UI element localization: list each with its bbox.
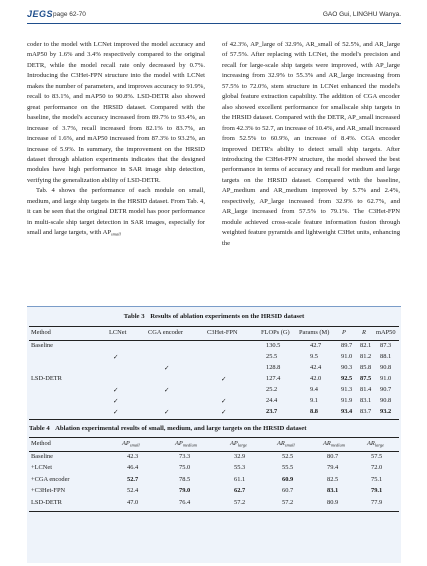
table3-value-cell: 92.5 — [341, 375, 353, 382]
table3-col-r: R — [362, 329, 366, 336]
table3-value-cell: 127.4 — [266, 375, 281, 382]
table3-value-cell: 90.8 — [380, 397, 392, 404]
table4-top-rule — [29, 437, 399, 438]
table4-value-cell: 61.1 — [234, 475, 246, 483]
table3-caption — [27, 313, 401, 320]
table3-value-cell: 42.7 — [310, 342, 322, 349]
check-icon: ✓ — [113, 397, 119, 405]
left-paragraph-1: coder to the model with LCNet improved the model accuracy and mAP50 by 1.6% and 3.4% respectively compared to the original DETR, while the model recall rate only decreased by 0.7%. Introducing the C3Het-FPN structure into the model with LCNet makes the number of parameters, and improves accuracy to 91.9%, recall to 83.1%, and mAP50 to 90.8%. LSD-DETR also showed great performance on the HRSID dataset. Compared with the baseline, the model's accuracy increased from 89.7% to 93.4%, an increase of 3.7%, recall increased from 82.1% to 83.7%, an increase of 1.6%, and mAP50 increased from 87.3% to 93.2%, an increase of 5.9%. In summary, the improvement on the HRSID dataset through ablation experiments indicates that the designed modules have high performance in SAR image ship detection, verifying the generalization ability of LSD-DETR. — [27, 41, 205, 184]
table3-col-cga: CGA encoder — [148, 329, 183, 336]
table3-value-cell: 93.2 — [380, 408, 392, 415]
table4-value-cell: 75.1 — [371, 475, 383, 483]
table3-bottom-rule — [29, 419, 399, 420]
table4-header-row — [27, 440, 401, 451]
table3-row — [27, 397, 401, 408]
table3-value-cell: 128.8 — [266, 364, 281, 371]
table4-row — [27, 464, 401, 475]
check-icon: ✓ — [221, 397, 227, 405]
left-paragraph-2-text: Tab. 4 shows the performance of each module on small, medium, and large ship targets in the HRSID dataset. From Tab. 4, it can be seen that the original DETR model has poor performance in multi-scale ship target detection in SAR images, especially for small and large targets, with AP — [27, 187, 205, 237]
table4-value-cell: 60.9 — [282, 475, 294, 483]
table3-method-cell: LSD-DETR — [31, 375, 62, 382]
table4-value-cell: 76.4 — [179, 498, 191, 506]
table3-value-cell: 25.5 — [266, 353, 278, 360]
table4-value-cell: 83.1 — [327, 487, 339, 495]
table4-method-cell: +C3Het-FPN — [31, 487, 66, 495]
table4-value-cell: 80.9 — [327, 498, 339, 506]
running-authors: GAO Gui, LINGHU Wanya. — [322, 10, 401, 18]
table3-value-cell: 87.3 — [380, 342, 392, 349]
table4-value-cell: 60.7 — [282, 487, 294, 495]
table4-method-cell: LSD-DETR — [31, 498, 62, 506]
table4-value-cell: 46.4 — [127, 464, 139, 472]
check-icon: ✓ — [164, 408, 170, 416]
right-column — [222, 40, 400, 249]
table4-col-ap-medium: $AP_{medium}$ — [175, 440, 198, 448]
table3-col-flops: FLOPs (G) — [261, 329, 290, 336]
table3-value-cell: 90.7 — [380, 386, 392, 393]
table4-value-cell: 72.0 — [371, 464, 383, 472]
table3-value-cell: 88.1 — [380, 353, 392, 360]
table3-col-lcnet: LCNet — [109, 329, 127, 336]
table3-value-cell: 9.4 — [310, 386, 318, 393]
table3-value-cell: 82.1 — [360, 342, 372, 349]
table4-row — [27, 476, 401, 487]
table3-value-cell: 25.2 — [266, 386, 278, 393]
journal-logo: JEGS — [27, 9, 54, 19]
table3-header-rule — [29, 340, 399, 341]
table4-value-cell: 52.4 — [127, 487, 139, 495]
table4-value-cell: 73.3 — [179, 453, 191, 460]
table4-label: Table 4 — [29, 425, 50, 432]
table3-value-cell: 42.4 — [310, 364, 322, 371]
table4-value-cell: 55.3 — [234, 464, 246, 472]
table4-value-cell: 57.2 — [282, 498, 294, 506]
tables-panel — [27, 306, 401, 563]
table4-value-cell: 78.5 — [179, 475, 191, 483]
table4-value-cell: 77.9 — [371, 498, 383, 506]
right-paragraph-1: of 42.3%, AP_large of 32.9%, AR_small of 52.5%, and AR_large of 57.5%. After replacing with LCNet, the model's precision and recall for large-scale ship targets were improved, with AP_large increasing from 32.9% to 55.3% and AR_large increasing from 57.5% to 72.0%, stem structure in LCNet enhanced the model's global feature extraction capability. The addition of CGA encoder also showed excellent performance for smallscale ship targets in the HRSID dataset. Compared with the DETR, AP_small increased from 42.3% to 52.7, an increase of 10.4%, and AR_small increased from 52.5% to 60.9%, an increase of 8.4%. CGA encoder improved DETR's ability to detect small ship targets. After introducing the C3Het-FPN structure, the model showed the best performance in terms of accuracy and recall for medium and large targets on the HRSID dataset. Compared with the baseline, AP_medium and AR_medium improved by 5.7% and 2.4%, respectively, AP_large increased from 32.9% to 62.7%, and AR_large increased from 57.5% to 79.1%. The C3Het-FPN module achieved cross-scale feature information fusion through weighted feature pyramids and lightweight C3Het units, enhancing the — [222, 41, 400, 247]
table4-col-ar-small: $AR_{small}$ — [277, 440, 295, 448]
table3-value-cell: 8.8 — [310, 408, 318, 415]
table4-title: Ablation experimental results of small, medium, and large targets on the HRSID dataset — [55, 425, 307, 432]
table3-value-cell: 93.4 — [341, 408, 353, 415]
table4-header-rule — [29, 451, 399, 452]
table4-value-cell: 57.5 — [371, 453, 383, 460]
check-icon: ✓ — [113, 353, 119, 361]
table3-value-cell: 90.8 — [380, 364, 392, 371]
table3-value-cell: 9.1 — [310, 397, 318, 404]
check-icon: ✓ — [164, 386, 170, 394]
table3-value-cell: 81.4 — [360, 386, 372, 393]
table4-col-ap-small: $AP_{small}$ — [122, 440, 140, 448]
table4-col-ap-large: $AP_{large}$ — [230, 440, 248, 448]
check-icon: ✓ — [113, 386, 119, 394]
check-icon: ✓ — [221, 408, 227, 416]
check-icon: ✓ — [221, 375, 227, 383]
table3-label: Table 3 — [123, 313, 145, 320]
table3-top-rule — [29, 326, 399, 327]
table3-row — [27, 386, 401, 397]
table4-value-cell: 42.3 — [127, 453, 139, 460]
table3-value-cell: 85.8 — [360, 364, 372, 371]
table4-value-cell: 80.7 — [327, 453, 339, 460]
header-rule — [27, 23, 401, 24]
table4-value-cell: 82.5 — [327, 475, 339, 483]
check-icon: ✓ — [113, 408, 119, 416]
left-paragraph-2: Tab. 4 shows the performance of each module on small, medium, and large ship targets in the HRSID dataset. From Tab. 4, it can be seen that the original DETR model has poor performance in multi-scale ship target detection in SAR images, especially for small and large targets, with $AP_{small}$ — [27, 187, 205, 237]
table4-row — [27, 487, 401, 498]
table3-row — [27, 353, 401, 364]
table3-header-row — [27, 329, 401, 340]
table3-value-cell: 87.5 — [360, 375, 372, 382]
table3-col-method: Method — [31, 329, 51, 336]
table4-method-cell: +CGA encoder — [31, 475, 70, 483]
table3-row — [27, 375, 401, 386]
table4-col-ar-large: $AR_{large}$ — [367, 440, 385, 448]
table4-value-cell: 55.5 — [282, 464, 294, 472]
table4-value-cell: 47.0 — [127, 498, 139, 506]
page-label: page 62-70 — [53, 10, 86, 18]
table4-value-cell: 62.7 — [234, 487, 246, 495]
table3-value-cell: 81.2 — [360, 353, 372, 360]
table3-value-cell: 89.7 — [341, 342, 353, 349]
table3-row — [27, 342, 401, 353]
table3-value-cell: 91.9 — [341, 397, 353, 404]
table3-value-cell: 83.7 — [360, 408, 372, 415]
table3-value-cell: 24.4 — [266, 397, 278, 404]
table3-row — [27, 364, 401, 375]
table4-row — [27, 499, 401, 510]
table4-value-cell: 79.1 — [371, 487, 383, 495]
table3-col-map50: mAP50 — [376, 329, 396, 336]
table4-method-cell: +LCNet — [31, 464, 52, 472]
table3-row — [27, 408, 401, 419]
table4-value-cell: 57.2 — [234, 498, 246, 506]
table4-col-method: Method — [31, 440, 51, 447]
left-column — [27, 40, 205, 240]
table4-value-cell: 32.9 — [234, 453, 246, 460]
table3-col-c3het: C3Het-FPN — [207, 329, 238, 336]
page-header — [27, 9, 401, 21]
table4-value-cell: 52.7 — [127, 475, 139, 483]
table3-value-cell: 91.0 — [380, 375, 392, 382]
table4-bottom-rule — [29, 511, 399, 512]
table4-value-cell: 52.5 — [282, 453, 294, 460]
table3-value-cell: 9.5 — [310, 353, 318, 360]
table3-value-cell: 83.1 — [360, 397, 372, 404]
table3-value-cell: 91.3 — [341, 386, 353, 393]
table3-value-cell: 91.0 — [341, 353, 353, 360]
table4-value-cell: 79.0 — [179, 487, 191, 495]
table3-value-cell: 42.0 — [310, 375, 322, 382]
table3-method-cell: Baseline — [31, 342, 54, 349]
table3-value-cell: 90.3 — [341, 364, 353, 371]
table3-value-cell: 23.7 — [266, 408, 278, 415]
table4-method-cell: Baseline — [31, 453, 54, 460]
table3-col-params: Params (M) — [299, 329, 330, 336]
table4-value-cell: 75.0 — [179, 464, 191, 472]
check-icon: ✓ — [164, 364, 170, 372]
table4-caption — [27, 425, 403, 432]
table3-value-cell: 130.5 — [266, 342, 281, 349]
table4-value-cell: 79.4 — [327, 464, 339, 472]
table4-col-ar-medium: $AR_{medium}$ — [323, 440, 346, 448]
table3-col-p: P — [342, 329, 346, 336]
table3-title: Results of ablation experiments on the HRSID dataset — [150, 313, 305, 320]
table4-row — [27, 453, 401, 464]
